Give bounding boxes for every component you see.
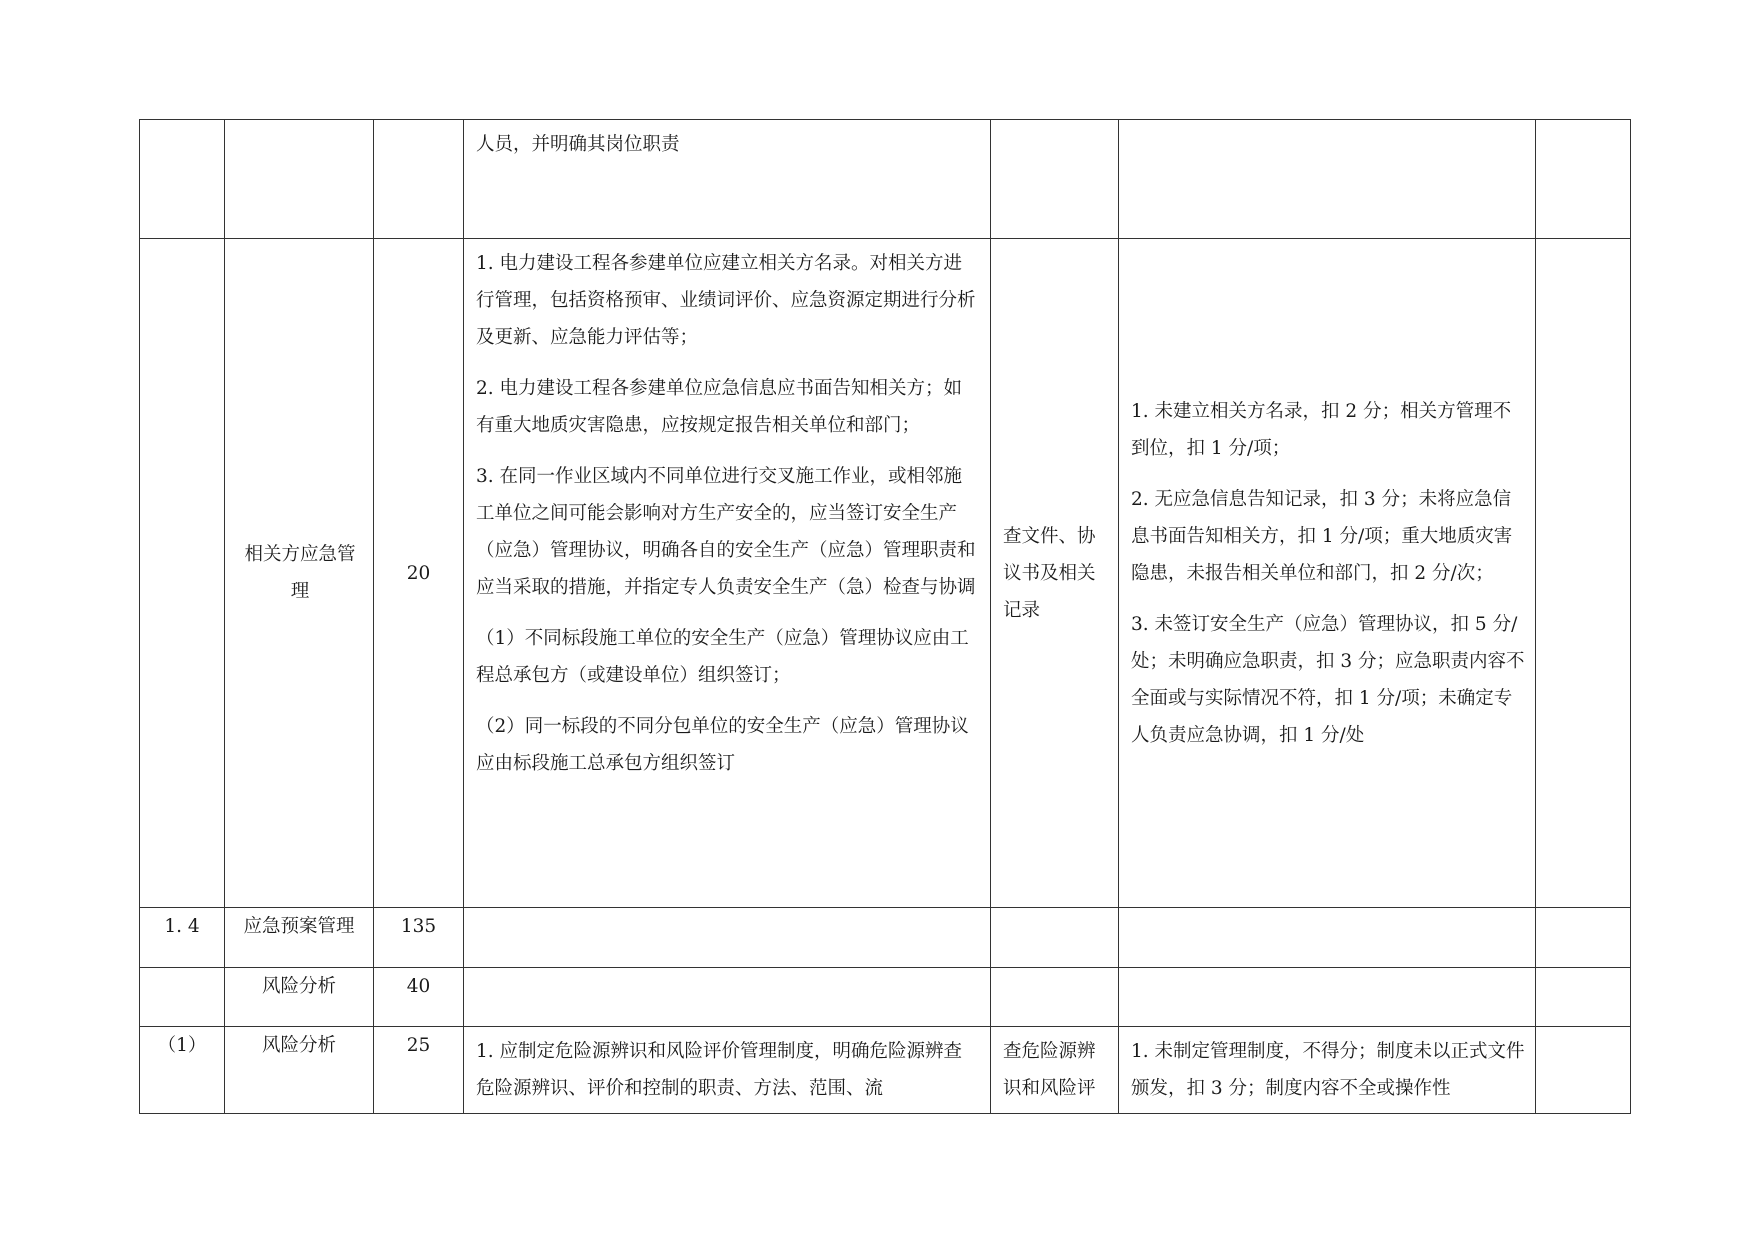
requirement-text: 1. 应制定危险源辨识和风险评价管理制度，明确危险源辨查危险源辨识、评价和控制的职责、方法、范围、流 [476,1041,963,1099]
criteria-text: 3. 未签订安全生产（应急）管理协议，扣 5 分/处；未明确应急职责，扣 3 分；应急职责内容不全面或与实际情况不符，扣 1 分/项；未确定专人负责应急协调，扣 1 分/处 [1131,613,1525,746]
criteria-text: 1. 未制定管理制度，不得分；制度未以正式文件颁发，扣 3 分；制度内容不全或操作性 [1131,1041,1525,1099]
cell-remark [1536,968,1631,1027]
cell-item [225,120,374,239]
cell-criteria [1119,239,1536,908]
cell-remark [1536,239,1631,908]
cell-no: 1. 4 [140,908,225,968]
requirement-text: （1）不同标段施工单位的安全生产（应急）管理协议应由工程总承包方（或建设单位）组织签订； [476,628,969,686]
table-row [140,908,1631,968]
cell-score [374,120,464,239]
cell-requirements [464,1027,991,1114]
cell-no [140,120,225,239]
cell-score: 20 [374,239,464,908]
cell-method [991,239,1119,908]
requirement-text: 2. 电力建设工程各参建单位应急信息应书面告知相关方；如有重大地质灾害隐患，应按规定报告相关单位和部门； [476,378,963,436]
cell-criteria [1119,120,1536,239]
method-text: 查危险源辨识和风险评 [1003,1041,1096,1099]
criteria-text: 2. 无应急信息告知记录，扣 3 分；未将应急信息书面告知相关方，扣 1 分/项；重大地质灾害隐患，未报告相关单位和部门，扣 2 分/次； [1131,488,1513,584]
cell-remark [1536,1027,1631,1114]
cell-requirements [464,908,991,968]
cell-requirements [464,120,991,239]
cell-remark [1536,120,1631,239]
cell-item: 应急预案管理 [225,908,374,968]
method-text: 查文件、协议书及相关记录 [1003,525,1096,621]
cell-criteria [1119,968,1536,1027]
cell-score: 25 [374,1027,464,1114]
cell-item [225,239,374,908]
table-row [140,968,1631,1027]
item-label: 相关方应急管理 [244,544,356,602]
criteria-text: 1. 未建立相关方名录，扣 2 分；相关方管理不到位，扣 1 分/项； [1131,400,1512,459]
requirement-text: 1. 电力建设工程各参建单位应建立相关方名录。对相关方进行管理，包括资格预审、业绩词评价、应急资源定期进行分析及更新、应急能力评估等； [476,253,976,348]
cell-item: 风险分析 [225,1027,374,1114]
evaluation-table [139,119,1631,1114]
table-row [140,1027,1631,1114]
cell-method [991,120,1119,239]
cell-no: （1） [140,1027,225,1114]
cell-requirements [464,239,991,908]
cell-criteria [1119,908,1536,968]
cell-method [991,968,1119,1027]
cell-criteria [1119,1027,1536,1114]
cell-requirements [464,968,991,1027]
cell-score: 40 [374,968,464,1027]
cell-method [991,908,1119,968]
cell-score: 135 [374,908,464,968]
table-row [140,239,1631,908]
cell-method [991,1027,1119,1114]
table-row [140,120,1631,239]
cell-item: 风险分析 [225,968,374,1027]
cell-remark [1536,908,1631,968]
cell-no [140,968,225,1027]
requirement-text: 3. 在同一作业区域内不同单位进行交叉施工作业，或相邻施工单位之间可能会影响对方生产安全的，应当签订安全生产（应急）管理协议，明确各自的安全生产（应急）管理职责和应当采取的措施，并指定专人负责安全生产（急）检查与协调 [476,466,976,598]
requirement-text: （2）同一标段的不同分包单位的安全生产（应急）管理协议应由标段施工总承包方组织签订 [476,716,969,774]
cell-no [140,239,225,908]
requirement-text: 人员，并明确其岗位职责 [476,134,680,155]
